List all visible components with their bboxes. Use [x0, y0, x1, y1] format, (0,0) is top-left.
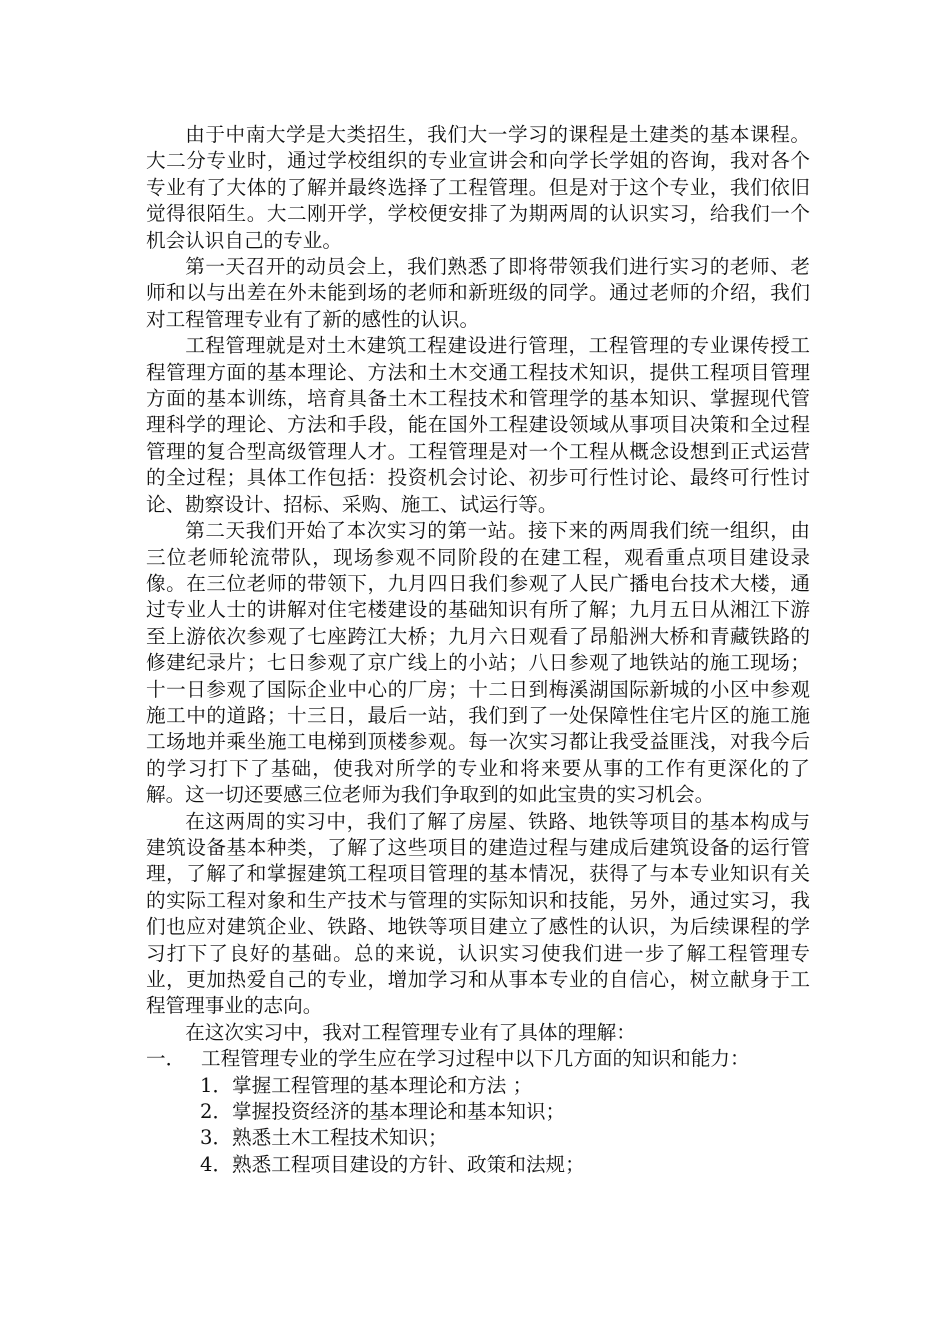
paragraph-5: 在这两周的实习中，我们了解了房屋、铁路、地铁等项目的基本构成与建筑设备基本种类，了解了这些项目的建造过程与建成后建筑设备的运行管理，了解了和掌握建筑工程项目管理的基本情况，获得了与本专业知识有关的实际工程对象和生产技术与管理的实际知识和技能，另外，通过实习，我们也应对建筑企业、铁路、地铁等项目建立了感性的认识，为后续课程的学习打下了良好的基础。总的来说，认识实习使我们进一步了解工程管理专业，更加热爱自己的专业，增加学习和从事本专业的自信心，树立献身于工程管理事业的志向。: [146, 809, 810, 1018]
paragraph-3: 工程管理就是对土木建筑工程建设进行管理，工程管理的专业课传授工程管理方面的基本理论、方法和土木交通工程技术知识，提供工程项目管理方面的基本训练，培育具备土木工程技术和管理学的基本知识、掌握现代管理科学的理论、方法和手段，能在国外工程建设领域从事项目决策和全过程管理的复合型高级管理人才。工程管理是对一个工程从概念设想到正式运营的全过程；具体工作包括：投资机会讨论、初步可行性讨论、最终可行性讨论、勘察设计、招标、采购、施工、试运行等。: [146, 334, 810, 516]
section-heading-number: 一．: [146, 1047, 186, 1071]
paragraph-2: 第一天召开的动员会上，我们熟悉了即将带领我们进行实习的老师、老师和以与出差在外未能到场的老师和新班级的同学。通过老师的介绍，我们对工程管理专业有了新的感性的认识。: [146, 255, 810, 331]
paragraph-1: 由于中南大学是大类招生，我们大一学习的课程是土建类的基本课程。大二分专业时，通过学校组织的专业宣讲会和向学长学姐的咨询，我对各个专业有了大体的了解并最终选择了工程管理。但是对于这个专业，我们依旧觉得很陌生。大二刚开学，学校便安排了为期两周的认识实习，给我们一个机会认识自己的专业。: [146, 123, 810, 252]
document-page: [146, 122, 810, 1178]
paragraph-4: 第二天我们开始了本次实习的第一站。接下来的两周我们统一组织，由三位老师轮流带队，现场参观不同阶段的在建工程，观看重点项目建设录像。在三位老师的带领下，九月四日我们参观了人民广播电台技术大楼，通过专业人士的讲解对住宅楼建设的基础知识有所了解；九月五日从湘江下游至上游依次参观了七座跨江大桥；九月六日观看了昂船洲大桥和青藏铁路的修建纪录片；七日参观了京广线上的小站；八日参观了地铁站的施工现场；十一日参观了国际企业中心的厂房；十二日到梅溪湖国际新城的小区中参观施工中的道路；十三日，最后一站，我们到了一处保障性住宅片区的施工施工场地并乘坐施工电梯到顶楼参观。每一次实习都让我受益匪浅，对我今后的学习打下了基础，使我对所学的专业和将来要从事的工作有更深化的了解。这一切还要感三位老师为我们争取到的如此宝贵的实习机会。: [146, 519, 810, 807]
list-item: 2．掌握投资经济的基本理论和基本知识；: [200, 1100, 566, 1124]
section-heading: [146, 1046, 810, 1072]
list-item: 3．熟悉土木工程技术知识；: [200, 1126, 448, 1150]
paragraph-6: 在这次实习中，我对工程管理专业有了具体的理解：: [185, 1020, 636, 1044]
section-heading-text: 工程管理专业的学生应在学习过程中以下几方面的知识和能力：: [201, 1047, 750, 1071]
list-item: 4．熟悉工程项目建设的方针、政策和法规；: [200, 1152, 585, 1176]
list-item: 1．掌握工程管理的基本理论和方法 ；: [200, 1073, 533, 1097]
